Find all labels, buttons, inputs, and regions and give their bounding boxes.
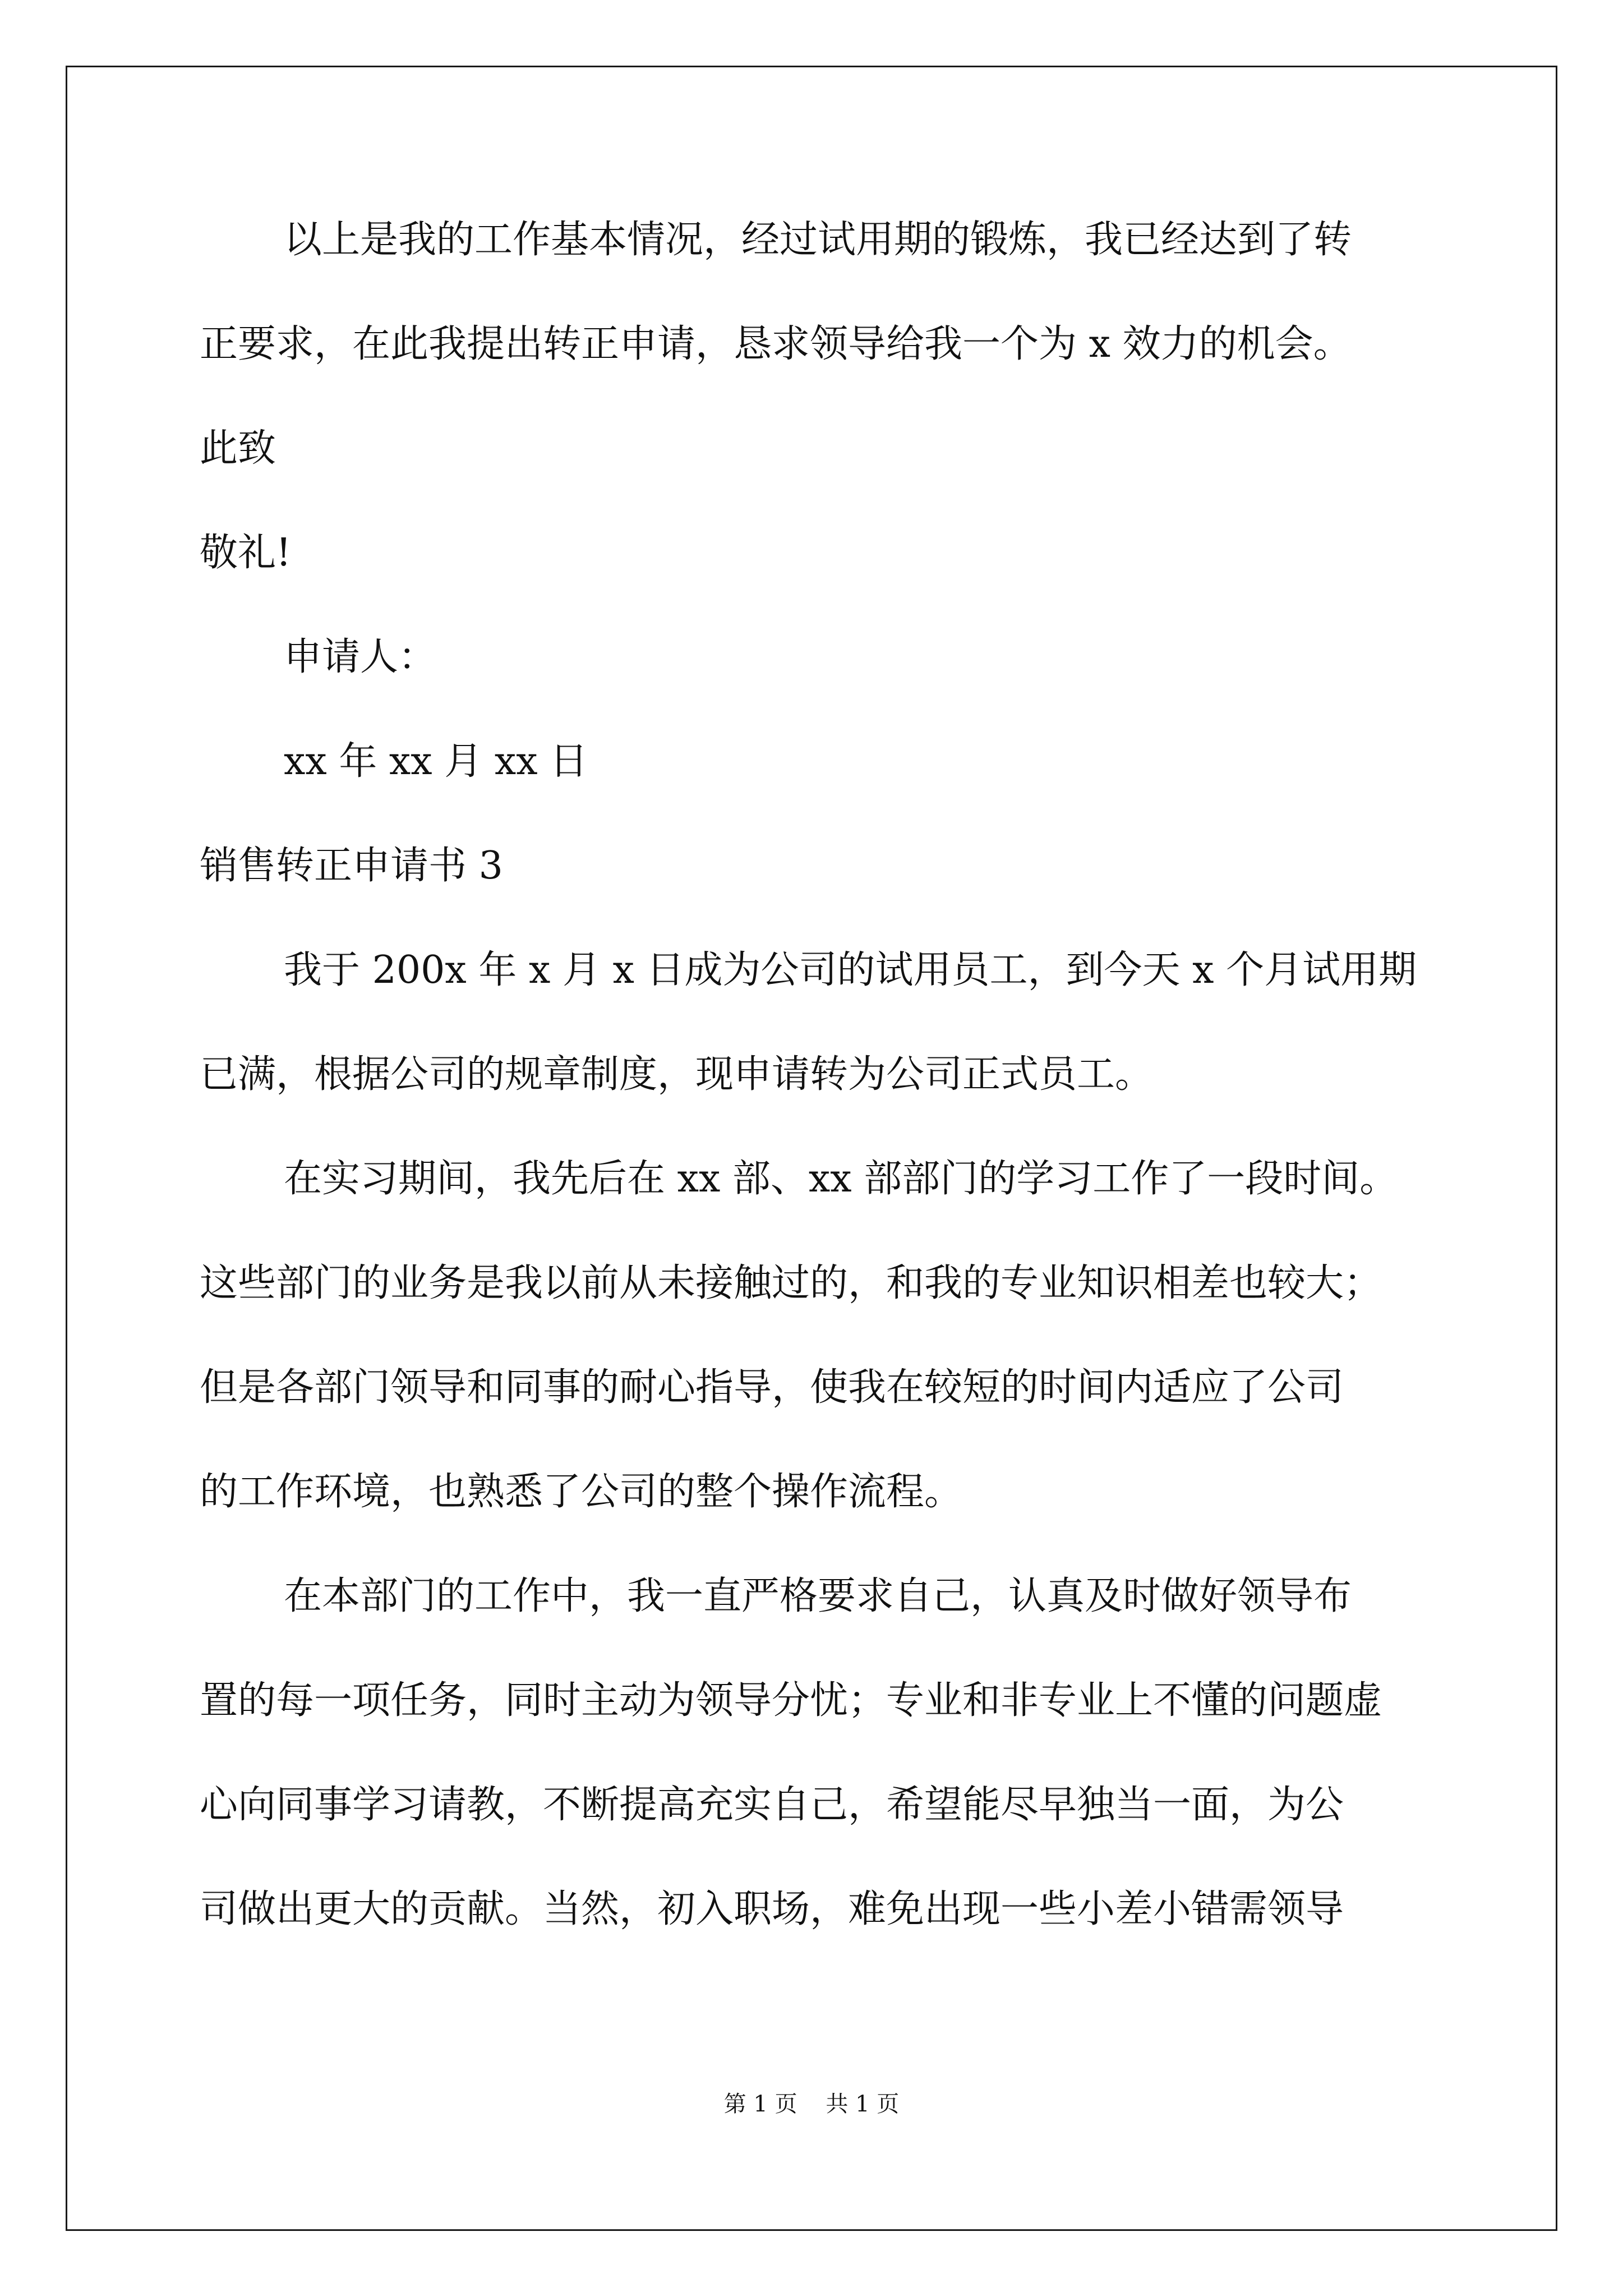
applicant-label: 申请人： (284, 635, 437, 679)
salutation: 敬礼! (200, 531, 292, 575)
paragraph-line: 已满，根据公司的规章制度，现申请转为公司正式员工。 (200, 1052, 1154, 1097)
paragraph-line: 的工作环境，也熟悉了公司的整个操作流程。 (200, 1470, 963, 1514)
paragraph-line: 在实习期间，我先后在 xx 部、xx 部部门的学习工作了一段时间。 (284, 1157, 1398, 1201)
paragraph-line: 置的每一项任务，同时主动为领导分忧；专业和非专业上不懂的问题虚 (200, 1678, 1382, 1723)
section-title: 销售转正申请书 3 (200, 844, 503, 888)
closing-phrase: 此致 (200, 426, 276, 471)
date-line: xx 年 xx 月 xx 日 (284, 739, 588, 784)
paragraph-line: 但是各部门领导和同事的耐心指导，使我在较短的时间内适应了公司 (200, 1365, 1344, 1410)
paragraph-line: 这些部门的业务是我以前从未接触过的，和我的专业知识相差也较大； (200, 1261, 1382, 1305)
page-number-footer: 第 1 页 共 1 页 (723, 2091, 900, 2117)
paragraph-line: 心向同事学习请教，不断提高充实自己，希望能尽早独当一面，为公 (200, 1783, 1344, 1827)
paragraph-line: 正要求，在此我提出转正申请，恳求领导给我一个为 x 效力的机会。 (200, 322, 1352, 366)
paragraph-line: 我于 200x 年 x 月 x 日成为公司的试用员工，到今天 x 个月试用期 (284, 948, 1417, 992)
paragraph-line: 司做出更大的贡献。当然，初入职场，难免出现一些小差小错需领导 (200, 1887, 1344, 1931)
paragraph-line: 在本部门的工作中，我一直严格要求自己，认真及时做好领导布 (284, 1574, 1352, 1618)
paragraph-line: 以上是我的工作基本情况，经过试用期的锻炼，我已经达到了转 (284, 218, 1352, 262)
